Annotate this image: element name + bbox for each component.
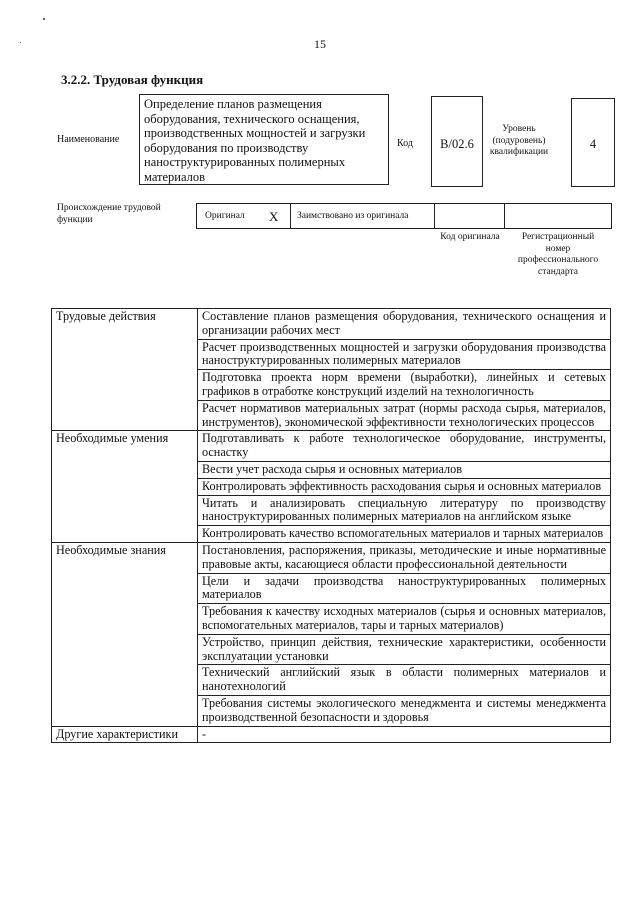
borrowed-cell: [290, 203, 435, 229]
code-value: B/02.6: [440, 137, 474, 151]
table-row: [52, 431, 611, 462]
code-box: [431, 96, 483, 187]
scan-speck: [20, 42, 21, 43]
name-label: Наименование: [57, 134, 120, 145]
table-cell: Читать и анализировать специальную литературу по производству наноструктурированных полимерных материалов на английском языке: [198, 495, 611, 526]
table-cell: -: [198, 726, 611, 743]
reg-number-caption: Регистрационный номер профессионального стандарта: [517, 232, 599, 277]
table-row: [52, 542, 611, 573]
table-row: [52, 726, 611, 743]
original-mark: X: [269, 209, 279, 224]
category-cell: Трудовые действия: [52, 309, 198, 431]
table-cell: Требования к качеству исходных материалов (сырья и основных материалов, вспомогательных материалов, тары и тарных материалов): [198, 604, 611, 635]
level-value: 4: [589, 137, 597, 151]
table-cell: Контролировать эффективность расходования сырья и основных материалов: [198, 478, 611, 495]
function-name-box: [139, 94, 389, 185]
original-label: Оригинал: [205, 211, 245, 221]
category-cell: Необходимые умения: [52, 431, 198, 543]
function-details-table: [51, 308, 611, 743]
table-cell: Требования системы экологического менеджмента и системы менеджмента производственной безопасности и здоровья: [198, 695, 611, 726]
code-original-caption: Код оригинала: [440, 232, 500, 242]
table-cell: Вести учет расхода сырья и основных материалов: [198, 461, 611, 478]
reg-number-cell: [504, 203, 612, 229]
table-cell: Расчет производственных мощностей и загрузки оборудования производства наноструктурированных полимерных материалов: [198, 339, 611, 370]
table-cell: Подготавливать к работе технологическое оборудование, инструменты, оснастку: [198, 431, 611, 462]
category-cell: Другие характеристики: [52, 726, 198, 743]
code-original-cell: [434, 203, 505, 229]
original-cell: [196, 203, 291, 229]
code-label: Код: [397, 138, 413, 149]
section-title: 3.2.2. Трудовая функция: [61, 72, 204, 87]
scan-speck: [43, 18, 45, 20]
table-row: [52, 309, 611, 340]
origin-label: Происхождение трудовой функции: [57, 203, 161, 225]
borrowed-label: Заимствовано из оригинала: [297, 211, 409, 221]
level-label: Уровень (подуровень) квалификации: [489, 124, 549, 157]
level-box: [571, 98, 615, 187]
table-cell: Контролировать качество вспомогательных материалов и тарных материалов: [198, 526, 611, 543]
table-cell: Цели и задачи производства наноструктурированных полимерных материалов: [198, 573, 611, 604]
function-name-text: Определение планов размещения оборудования, технического оснащения, производственных мощностей и загрузки оборудования по производству наноструктурированных полимерных материалов: [144, 97, 366, 184]
table-cell: Подготовка проекта норм времени (выработки), линейных и сетевых графиков в отработке конструкций изделий на технологичность: [198, 370, 611, 401]
table-cell: Устройство, принцип действия, технические характеристики, особенности эксплуатации установки: [198, 634, 611, 665]
table-cell: Постановления, распоряжения, приказы, методические и иные нормативные правовые акты, касающиеся области профессиональной деятельности: [198, 542, 611, 573]
category-cell: Необходимые знания: [52, 542, 198, 726]
table-cell: Технический английский язык в области полимерных материалов и нанотехнологий: [198, 665, 611, 696]
table-cell: Расчет нормативов материальных затрат (нормы расхода сырья, материалов, инструментов), экономической эффективности технологических процессов: [198, 400, 611, 431]
table-cell: Составление планов размещения оборудования, технического оснащения и организации рабочих мест: [198, 309, 611, 340]
page-number: 15: [314, 37, 326, 51]
